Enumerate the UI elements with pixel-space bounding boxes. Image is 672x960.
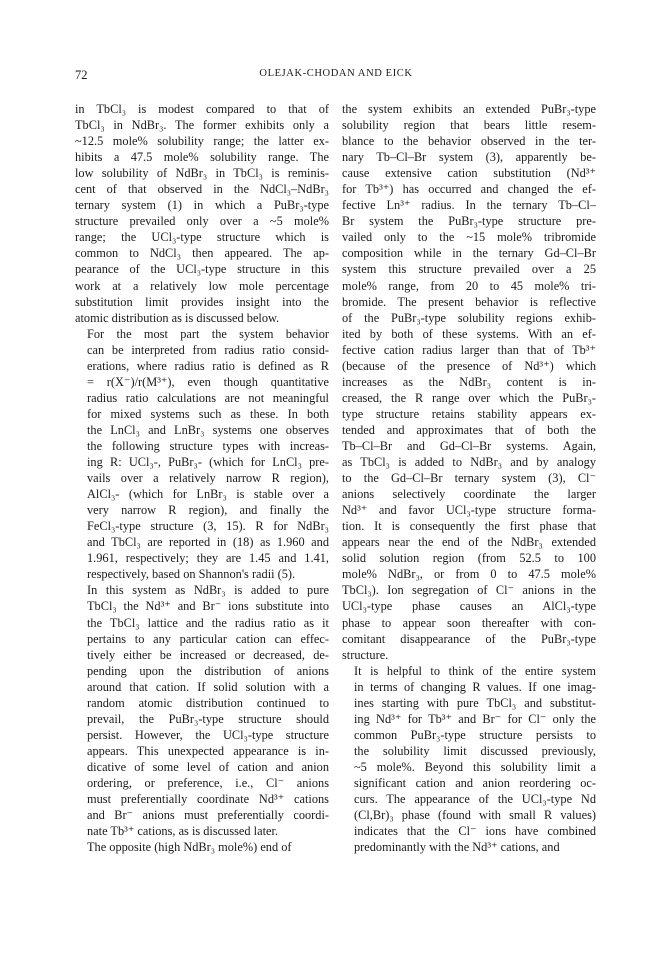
text-line: composition while in the ternary Gd–Cl–Br: [342, 246, 596, 261]
text-line: hibits a 47.5 mole% solubility range. The: [75, 150, 329, 165]
text-line: around that cation. If solid solution with a: [87, 679, 329, 694]
text-line: bromide. The present behavior is reflective: [342, 294, 596, 309]
text-line: increases as the NdBr₃ content is in-: [342, 374, 596, 389]
text-line: (because of the presence of Nd³⁺) which: [342, 358, 596, 373]
text-line: persist. However, the UCl₃-type structure: [87, 727, 329, 742]
text-line: comitant disappearance of the PuBr₃-type: [342, 631, 596, 646]
text-line: the TbCl₃ lattice and the radius ratio as it: [87, 615, 329, 630]
text-line: Nd³⁺ and favor UCl₃-type structure forma-: [342, 503, 596, 518]
text-column-left: [75, 101, 329, 855]
text-line: TbCl₃ the Nd³⁺ and Br⁻ ions substitute into: [87, 599, 329, 614]
text-line: pertains to any particular cation can effec-: [87, 631, 329, 646]
text-line: UCl₃-type phase causes an AlCl₃-type: [342, 599, 596, 614]
text-line: phase to appear soon thereafter with con-: [342, 615, 596, 630]
text-line: ordering, or preference, i.e., Cl⁻ anions: [87, 775, 329, 790]
text-line: nate Tb³⁺ cations, as is discussed later.: [87, 824, 278, 839]
text-line: cause extensive cation substitution (Nd³⁺: [342, 166, 596, 181]
text-line: very narrow R region), and finally the: [87, 503, 329, 518]
text-line: appears. This unexpected appearance is in-: [87, 743, 329, 758]
text-line: respectively, based on Shannon's radii (5).: [87, 567, 296, 582]
text-line: Tb–Cl–Br and Gd–Cl–Br systems. Again,: [342, 438, 596, 453]
text-line: common to NdCl₃ then appeared. The ap-: [75, 246, 329, 261]
text-line: tion. It is consequently the first phase that: [342, 519, 596, 534]
text-line: for mixed systems such as these. In both: [87, 406, 329, 421]
text-line: ~5 mole%. Beyond this solubility limit a: [354, 759, 596, 774]
text-line: appears near the end of the NdBr₃ extended: [342, 535, 596, 550]
text-line: to the Gd–Cl–Br ternary system (3), Cl⁻: [342, 471, 596, 486]
text-line: anions selectively coordinate the larger: [342, 487, 596, 502]
running-head: OLEJAK-CHODAN AND EICK: [259, 68, 413, 79]
body-paragraph: [342, 663, 596, 856]
text-line: range; the UCl₃-type structure which is: [75, 230, 329, 245]
text-line: radius ratio calculations are not meaningful: [87, 390, 329, 405]
body-paragraph: [75, 839, 329, 855]
text-line: solubility region that bears little resem-: [342, 118, 596, 133]
text-line: the solubility limit discussed previously,: [354, 743, 596, 758]
text-column-right: [342, 101, 596, 855]
text-line: For the most part the system behavior: [87, 326, 329, 341]
text-line: tively either be increased or decreased, de-: [87, 647, 329, 662]
text-line: common PuBr₃-type structure persists to: [354, 727, 596, 742]
text-line: system this structure prevailed over a 25: [342, 262, 596, 277]
text-line: as TbCl₃ is added to NdBr₃ and by analogy: [342, 455, 596, 470]
text-line: = r(X⁻)/r(M³⁺), even though quantitative: [87, 374, 329, 389]
text-line: in TbCl₃ is modest compared to that of: [75, 102, 329, 116]
text-line: of the PuBr₃-type solubility regions exhib-: [342, 310, 596, 325]
text-line: indicates that the Cl⁻ ions have combined: [354, 824, 596, 839]
text-line: ~12.5 mole% solubility range; the latter ex-: [75, 134, 329, 149]
text-line: FeCl₃-type structure (3, 15). R for NdBr₃: [87, 519, 329, 534]
text-line: type structure retains stability appears ex-: [342, 406, 596, 421]
text-line: and TbCl₃ are reported in (18) as 1.960 and: [87, 535, 329, 550]
text-line: structure prevailed only over a ~5 mole%: [75, 214, 329, 229]
text-line: dicative of some level of cation and anion: [87, 759, 329, 774]
page-header: [0, 68, 672, 84]
text-line: ing R: UCl₃-, PuBr₃- (which for LnCl₃ pre-: [87, 455, 329, 470]
text-line: structure.: [342, 647, 389, 662]
text-line: creased, the R range over which the PuBr₃-: [342, 390, 596, 405]
text-line: ing Nd³⁺ for Tb³⁺ and Br⁻ for Cl⁻ only the: [354, 711, 596, 726]
text-line: 1.961, respectively; they are 1.45 and 1.41,: [87, 551, 329, 566]
text-line: fective cation radius larger than that of Tb³⁺: [342, 342, 596, 357]
body-paragraph: [75, 582, 329, 839]
text-line: work at a relatively low mole percentage: [75, 278, 329, 293]
text-line: in terms of changing R values. If one imag-: [354, 679, 596, 694]
text-line: low solubility of NdBr₃ in TbCl₃ is reminis-: [75, 166, 329, 181]
text-line: the LnCl₃ and LnBr₃ systems one observes: [87, 422, 329, 437]
body-paragraph: [75, 101, 329, 326]
text-line: mole% range, from 20 to 45 mole% tri-: [342, 278, 596, 293]
text-line: for Tb³⁺) has occurred and changed the ef-: [342, 182, 596, 197]
text-line: vails over a relatively narrow R region),: [87, 471, 329, 486]
text-line: the following structure types with increas-: [87, 438, 329, 453]
text-line: TbCl₃). Ion segregation of Cl⁻ anions in the: [342, 583, 596, 598]
text-line: predominantly with the Nd³⁺ cations, and: [354, 840, 560, 855]
page-number: 72: [75, 68, 88, 82]
text-line: ines starting with pure TbCl₃ and substitut-: [354, 695, 596, 710]
text-line: ited by both of these systems. With an ef-: [342, 326, 596, 341]
text-line: pearance of the UCl₃-type structure in this: [75, 262, 329, 277]
text-line: vailed only to the ~15 mole% tribromide: [342, 230, 596, 245]
text-line: random atomic distribution continued to: [87, 695, 329, 710]
text-line: the system exhibits an extended PuBr₃-type: [342, 102, 596, 116]
text-line: In this system as NdBr₃ is added to pure: [87, 583, 329, 598]
text-line: erations, where radius ratio is defined as R: [87, 358, 329, 373]
text-line: must preferentially coordinate Nd³⁺ cations: [87, 792, 329, 807]
text-line: cent of that observed in the NdCl₃–NdBr₃: [75, 182, 329, 197]
text-line: tended and approximates that of both the: [342, 422, 596, 437]
text-line: substitution limit provides insight into the: [75, 294, 329, 309]
text-line: fective Ln³⁺ radius. In the ternary Tb–Cl–: [342, 198, 596, 213]
text-line: mole% NdBr₃, or from 0 to 47.5 mole%: [342, 567, 596, 582]
text-line: TbCl₃ in NdBr₃. The former exhibits only a: [75, 118, 329, 133]
text-line: Br system the PuBr₃-type structure pre-: [342, 214, 596, 229]
text-line: blance to the behavior observed in the ter-: [342, 134, 596, 149]
body-paragraph: [75, 326, 329, 583]
text-line: The opposite (high NdBr₃ mole%) end of: [87, 840, 292, 855]
text-line: nary Tb–Cl–Br system (3), apparently be-: [342, 150, 596, 165]
text-line: It is helpful to think of the entire system: [354, 663, 596, 678]
text-line: ternary system (1) in which a PuBr₃-type: [75, 198, 329, 213]
text-line: prevail, the PuBr₃-type structure should: [87, 711, 329, 726]
text-line: and Br⁻ anions must preferentially coordi-: [87, 808, 329, 823]
text-line: can be interpreted from radius ratio consid-: [87, 342, 329, 357]
text-line: pending upon the distribution of anions: [87, 663, 329, 678]
text-line: AlCl₃- (which for LnBr₃ is stable over a: [87, 487, 329, 502]
text-line: curs. The appearance of the UCl₃-type Nd: [354, 792, 596, 807]
text-line: atomic distribution as is discussed below.: [75, 310, 280, 325]
text-line: solid solution region (from 52.5 to 100: [342, 551, 596, 566]
text-line: significant cation and anion reordering oc-: [354, 775, 596, 790]
text-line: (Cl,Br)₃ phase (found with small R values): [354, 808, 596, 823]
body-paragraph: [342, 101, 596, 663]
